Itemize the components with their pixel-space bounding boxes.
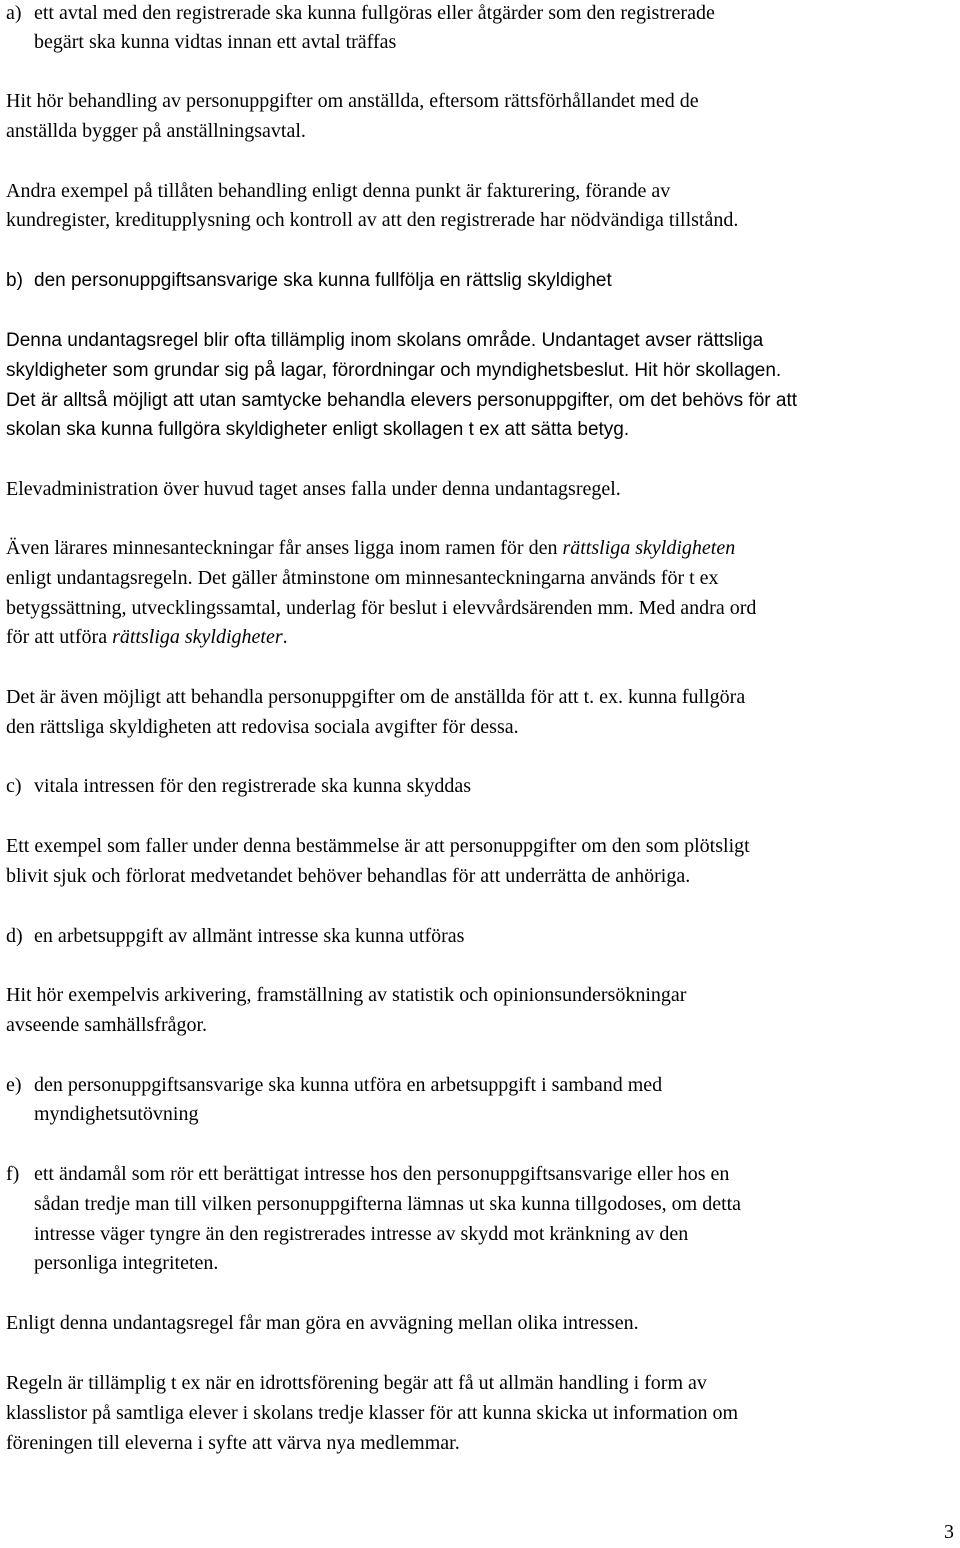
- paragraph-5-line-2: enligt undantagsregeln. Det gäller åtminstone om minnesanteckningarna används för t ex: [6, 567, 719, 589]
- paragraph-8-line-1: Hit hör exempelvis arkivering, framställning av statistik och opinionsundersökningar: [6, 984, 687, 1006]
- item-f-line-4: personliga integriteten.: [34, 1252, 219, 1274]
- paragraph-5-line-1-text: Även lärares minnesanteckningar får anses ligga inom ramen för den: [6, 537, 563, 559]
- paragraph-5-line-4: [6, 623, 288, 653]
- item-f-line-1: ett ändamål som rör ett berättigat intresse hos den personuppgiftsansvarige eller hos en: [34, 1163, 730, 1185]
- paragraph-1-line-1: Hit hör behandling av personuppgifter om anställda, eftersom rättsförhållandet med de: [6, 90, 699, 112]
- item-e-line-2: myndighetsutövning: [34, 1103, 199, 1125]
- paragraph-3-line-4: skolan ska kunna fullgöra skyldigheter enligt skollagen t ex att sätta betyg.: [6, 419, 630, 440]
- paragraph-10-line-2: klasslistor på samtliga elever i skolans tredje klasser för att kunna skicka ut information om: [6, 1402, 739, 1424]
- paragraph-5-line-4-end: .: [282, 626, 288, 648]
- item-d-label: d): [6, 925, 23, 947]
- emphasis-rattsliga-skyldigheten: rättsliga skyldigheten: [562, 537, 736, 559]
- paragraph-8-line-2: avseende samhällsfrågor.: [6, 1014, 208, 1036]
- paragraph-4: Elevadministration över huvud taget anses falla under denna undantagsregel.: [6, 478, 621, 500]
- item-d-text: en arbetsuppgift av allmänt intresse ska kunna utföras: [34, 925, 465, 947]
- paragraph-6-line-2: den rättsliga skyldigheten att redovisa sociala avgifter för dessa.: [6, 716, 519, 738]
- paragraph-6-line-1: Det är även möjligt att behandla personuppgifter om de anställda för att t. ex. kunna fullgöra: [6, 686, 746, 708]
- paragraph-3-line-1a: Denna undantagsregel blir ofta tillämplig inom skolans område. Undantaget avser rättsliga: [6, 330, 764, 351]
- paragraph-5-line-4-text: för att utföra: [6, 626, 113, 648]
- item-e-line-1: den personuppgiftsansvarige ska kunna utföra en arbetsuppgift i samband med: [34, 1074, 663, 1096]
- paragraph-3-line-2: skyldigheter som grundar sig på lagar, förordningar och myndighetsbeslut. Hit hör skollagen.: [6, 360, 782, 381]
- paragraph-10-line-1: Regeln är tillämplig t ex när en idrottsförening begär att få ut allmän handling i form av: [6, 1372, 707, 1394]
- paragraph-3-line-3: Det är alltså möjligt att utan samtycke behandla elevers personuppgifter, om det behövs för att: [6, 390, 798, 411]
- paragraph-2-line-1: Andra exempel på tillåten behandling enligt denna punkt är fakturering, förande av: [6, 180, 671, 202]
- page-number: 3: [944, 1521, 954, 1543]
- emphasis-rattsliga-skyldigheter: rättsliga skyldigheter: [112, 626, 283, 648]
- paragraph-5-line-3: betygssättning, utvecklingssamtal, underlag för beslut i elevvårdsärenden mm. Med andra ord: [6, 597, 757, 619]
- paragraph-5-line-1: [6, 534, 735, 564]
- paragraph-7-line-2: blivit sjuk och förlorat medvetandet behöver behandlas för att underrätta de anhöriga.: [6, 865, 691, 887]
- item-c-label: c): [6, 775, 22, 797]
- paragraph-7-line-1: Ett exempel som faller under denna bestämmelse är att personuppgifter om den som plötsligt: [6, 835, 750, 857]
- item-a-line-2: begärt ska kunna vidtas innan ett avtal träffas: [34, 31, 397, 53]
- item-f-line-2: sådan tredje man till vilken personuppgifterna lämnas ut ska kunna tillgodoses, om detta: [34, 1193, 742, 1215]
- paragraph-10-line-3: föreningen till eleverna i syfte att värva nya medlemmar.: [6, 1432, 460, 1454]
- paragraph-2-line-2: kundregister, kreditupplysning och kontroll av att den registrerade har nödvändiga tillstånd.: [6, 209, 739, 231]
- item-a-label: a): [6, 2, 22, 24]
- item-c-text: vitala intressen för den registrerade ska kunna skyddas: [34, 775, 472, 797]
- paragraph-1-line-2: anställda bygger på anställningsavtal.: [6, 120, 306, 142]
- item-f-label: f): [6, 1163, 20, 1185]
- item-b-text: den personuppgiftsansvarige ska kunna fullfölja en rättslig skyldighet: [34, 270, 612, 291]
- item-e-label: e): [6, 1074, 22, 1096]
- item-a-line-1: ett avtal med den registrerade ska kunna fullgöras eller åtgärder som den registrerade: [34, 2, 715, 24]
- paragraph-9: Enligt denna undantagsregel får man göra en avvägning mellan olika intressen.: [6, 1312, 639, 1334]
- item-f-line-3: intresse väger tyngre än den registrerades intresse av skydd mot kränkning av den: [34, 1223, 689, 1245]
- item-b-label: b): [6, 270, 23, 291]
